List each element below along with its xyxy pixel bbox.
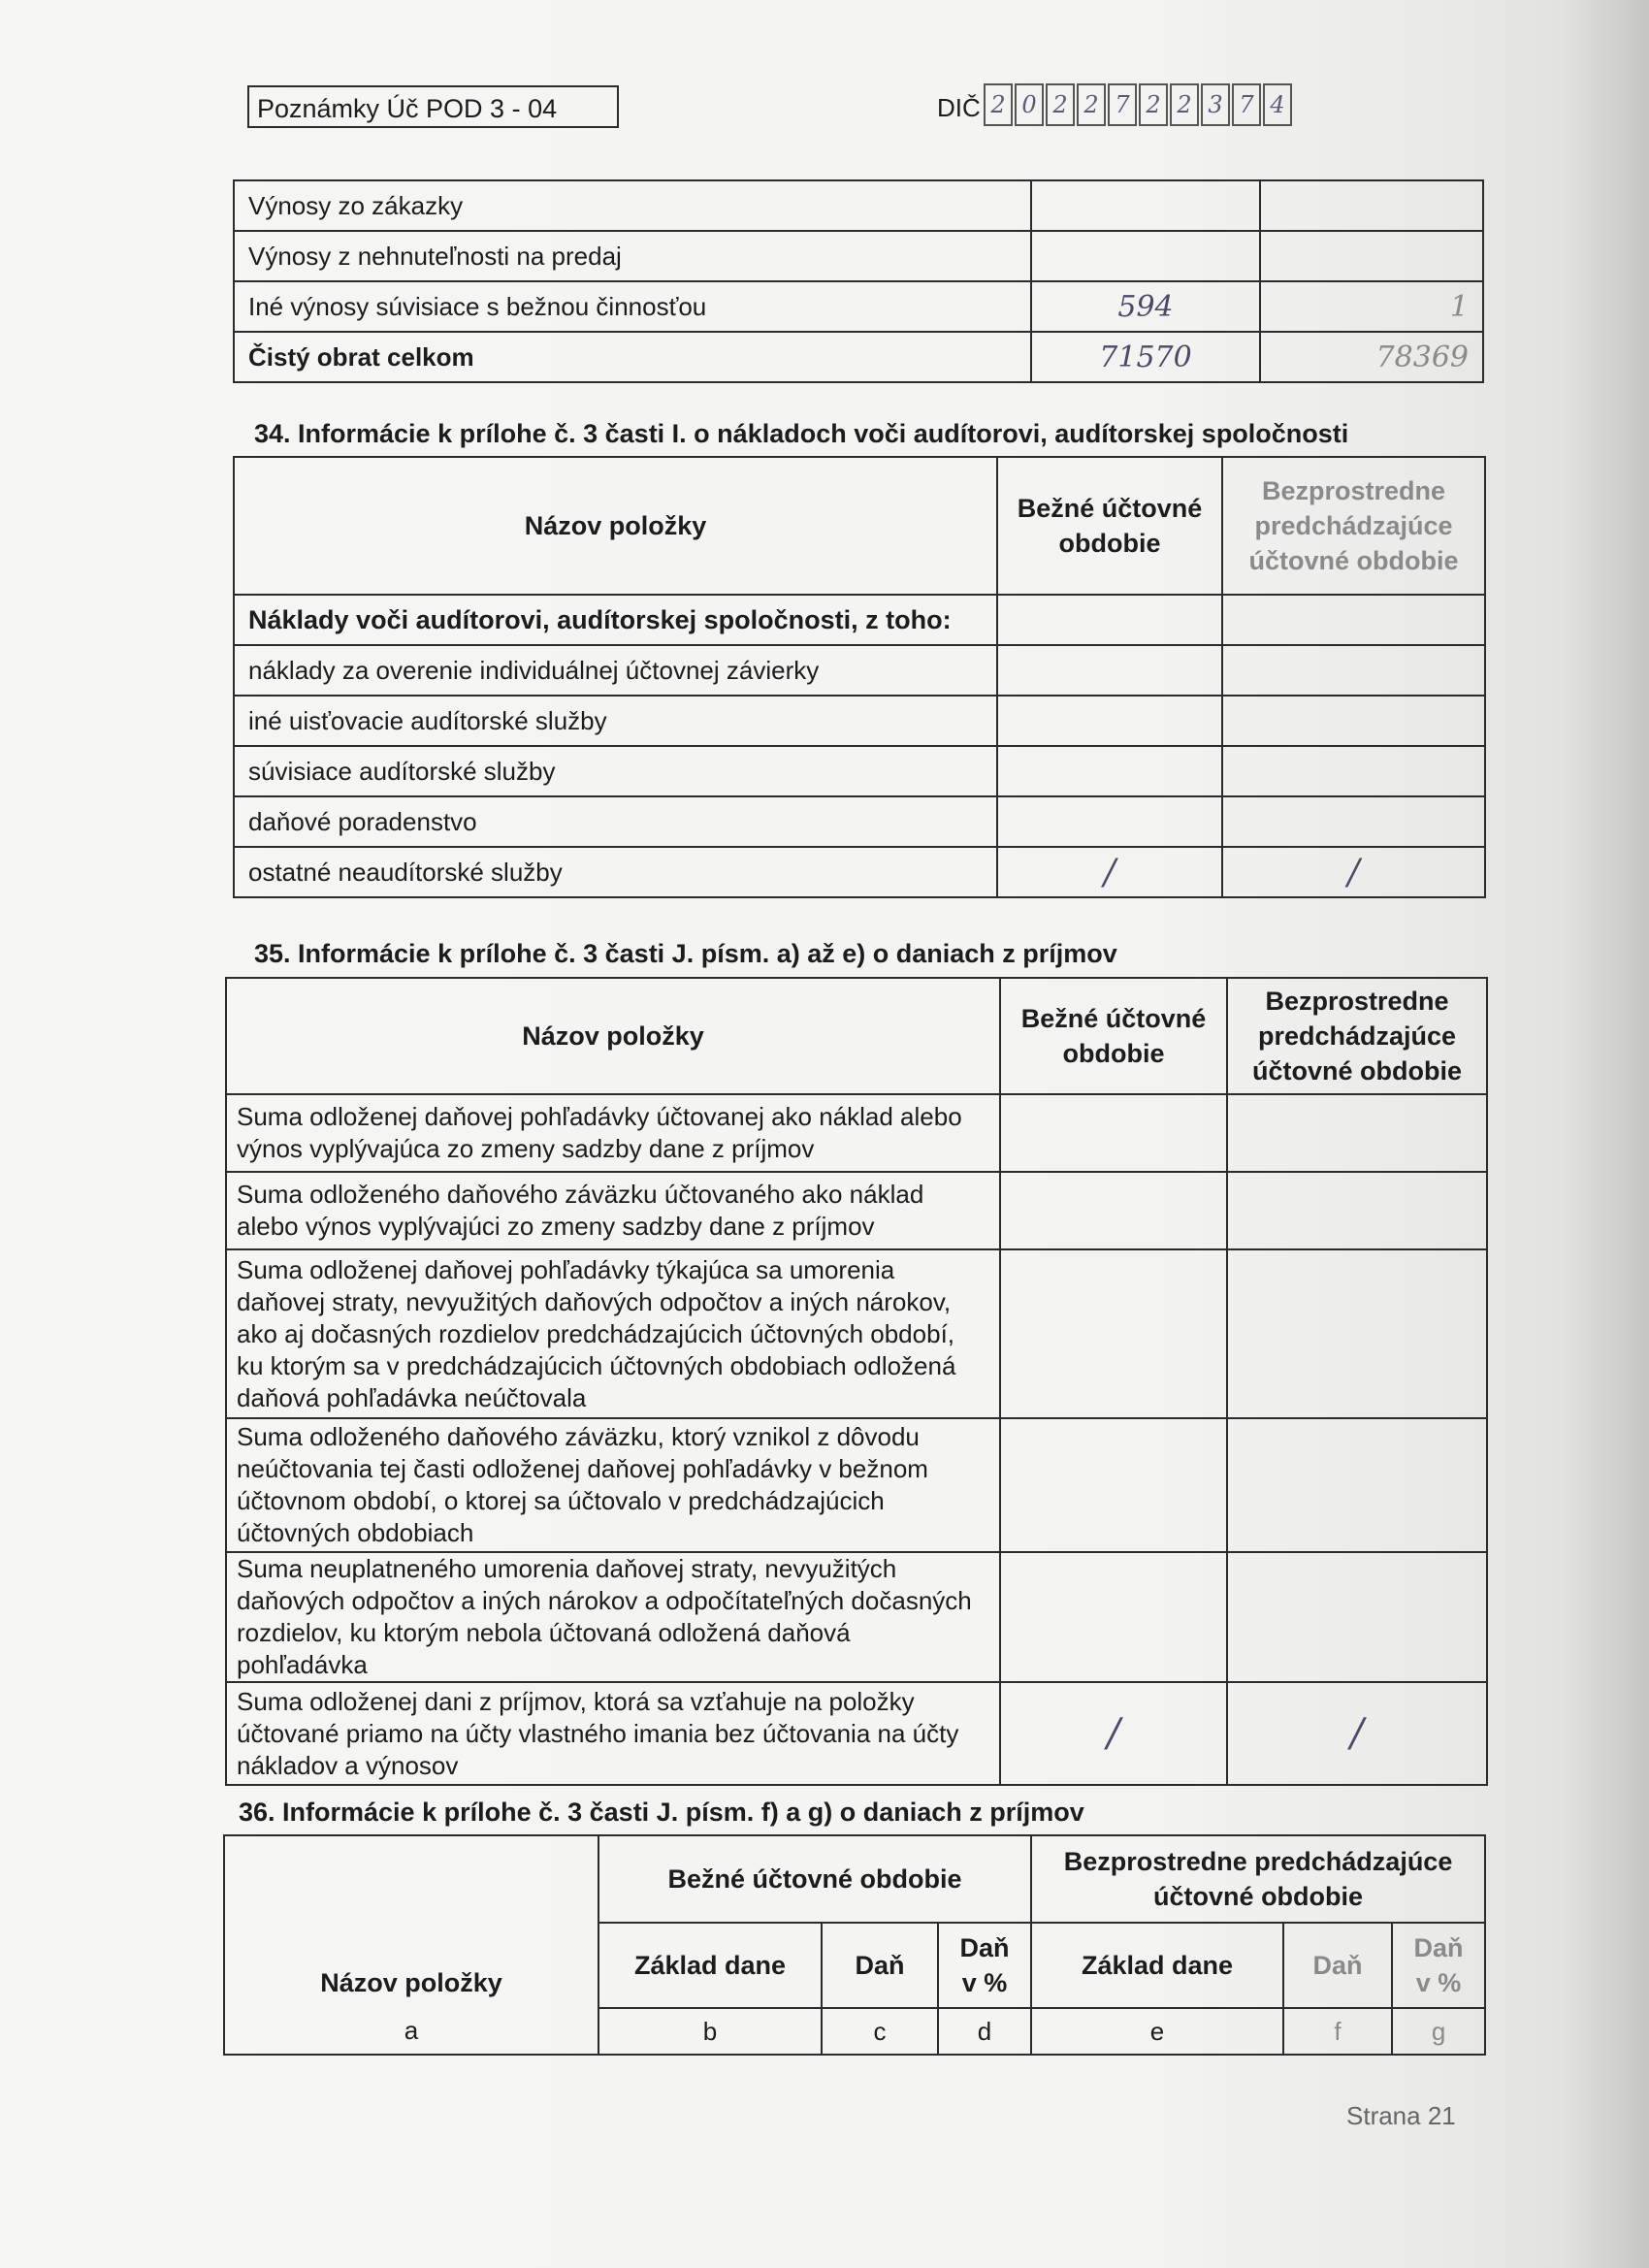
table-row: [226, 1552, 1487, 1682]
column-header-tax-previous: Daň: [1283, 1923, 1392, 2008]
previous-value: 1: [1260, 281, 1483, 332]
column-header-pct-previous: Daň v %: [1392, 1923, 1485, 2008]
dic-field: [984, 83, 1294, 126]
tax-base-table: [223, 1834, 1486, 2056]
previous-value: [1260, 231, 1483, 281]
table-header-row: [226, 978, 1487, 1094]
dic-digit-box: 7: [1108, 83, 1137, 126]
current-value: [1000, 1552, 1227, 1682]
table-row: [234, 847, 1485, 897]
row-label: Náklady voči audítorovi, audítorskej spoločnosti, z toho:: [234, 595, 997, 645]
previous-value: [1222, 696, 1485, 746]
current-value: [997, 595, 1222, 645]
current-value: [997, 796, 1222, 847]
note-form-label: Poznámky Úč POD 3 - 04: [247, 85, 619, 128]
previous-value-mark: /: [1222, 847, 1485, 897]
previous-value: [1260, 180, 1483, 231]
column-header-base-current: Základ dane: [598, 1923, 822, 2008]
column-letter: e: [1031, 2008, 1283, 2055]
dic-digit-box: 7: [1232, 83, 1261, 126]
column-letter: a: [224, 2008, 598, 2055]
scan-edge-shadow: [1562, 0, 1649, 2268]
auditor-costs-table: [233, 456, 1486, 898]
row-label: Suma odloženého daňového záväzku, ktorý vznikol z dôvodu neúčtovania tej časti odloženej daňovej pohľadávky v bežnom účtovnom období, o ktorej sa účtovalo v predchádzajúcich účtovných obdobiach: [226, 1418, 1000, 1552]
column-letters-row: [224, 2008, 1485, 2055]
current-value: 594: [1031, 281, 1260, 332]
row-label: náklady za overenie individuálnej účtovnej závierky: [234, 645, 997, 696]
row-label: Iné výnosy súvisiace s bežnou činnosťou: [234, 281, 1031, 332]
section-35-title: 35. Informácie k prílohe č. 3 časti J. písm. a) až e) o daniach z príjmov: [254, 939, 1117, 968]
dic-digit-box: 0: [1015, 83, 1044, 126]
revenue-table: [233, 179, 1484, 383]
previous-value: [1222, 796, 1485, 847]
current-value: [997, 645, 1222, 696]
column-letter: b: [598, 2008, 822, 2055]
table-row: [226, 1682, 1487, 1785]
row-label: Čistý obrat celkom: [234, 332, 1031, 382]
table-row: [234, 645, 1485, 696]
row-label: Suma odloženej dani z príjmov, ktorá sa vzťahuje na položky účtované priamo na účty vlastného imania bez účtovania na účty nákladov a výnosov: [226, 1682, 1000, 1785]
current-value: [1031, 231, 1260, 281]
previous-value: [1222, 595, 1485, 645]
previous-value: [1227, 1552, 1487, 1682]
column-header-name: Názov položky: [234, 457, 997, 595]
table-row: [226, 1172, 1487, 1249]
dic-digit-box: 2: [1077, 83, 1106, 126]
previous-value: [1222, 645, 1485, 696]
table-header-row: [224, 1835, 1485, 1923]
row-label: ostatné neaudítorské služby: [234, 847, 997, 897]
dic-label: DIČ: [937, 93, 981, 122]
section-36-title: 36. Informácie k prílohe č. 3 časti J. písm. f) a g) o daniach z príjmov: [239, 1798, 1084, 1827]
current-value: [1031, 180, 1260, 231]
current-value: [1000, 1094, 1227, 1172]
column-header-name: Názov položky: [226, 978, 1000, 1094]
row-label: Suma odloženej daňovej pohľadávky účtovanej ako náklad alebo výnos vyplývajúca zo zmeny sadzby dane z príjmov: [226, 1094, 1000, 1172]
row-label: Suma odloženého daňového záväzku účtovaného ako náklad alebo výnos vyplývajúci zo zmeny sadzby dane z príjmov: [226, 1172, 1000, 1249]
table-row: [234, 180, 1483, 231]
previous-value: 78369: [1260, 332, 1483, 382]
previous-value: [1227, 1418, 1487, 1552]
income-tax-table: [225, 977, 1488, 1786]
column-header-pct-current: Daň v %: [938, 1923, 1031, 2008]
dic-digit-box: 2: [1170, 83, 1199, 126]
row-label: Suma neuplatneného umorenia daňovej straty, nevyužitých daňových odpočtov a iných nárokov a odpočítateľných dočasných rozdielov, ku ktorým nebola účtovaná odložená daňová pohľadávka: [226, 1552, 1000, 1682]
section-34-title: 34. Informácie k prílohe č. 3 časti I. o nákladoch voči audítorovi, audítorskej spoločnosti: [254, 419, 1349, 448]
current-value-mark: /: [1000, 1682, 1227, 1785]
column-letter: c: [822, 2008, 938, 2055]
table-row: [234, 281, 1483, 332]
table-row: [234, 796, 1485, 847]
column-letter: d: [938, 2008, 1031, 2055]
table-row: [234, 746, 1485, 796]
dic-digit-box: 2: [1046, 83, 1075, 126]
current-value: [997, 746, 1222, 796]
column-header-current: Bežné účtovné obdobie: [997, 457, 1222, 595]
current-value: [1000, 1172, 1227, 1249]
dic-digit-box: 4: [1263, 83, 1292, 126]
table-row: [226, 1418, 1487, 1552]
table-row: [234, 696, 1485, 746]
row-label: Výnosy zo zákazky: [234, 180, 1031, 231]
table-header-row: [234, 457, 1485, 595]
column-header-name: Názov položky: [224, 1835, 598, 2008]
previous-value-mark: /: [1227, 1682, 1487, 1785]
table-row: [226, 1094, 1487, 1172]
column-header-previous: Bezprostredne predchádzajúce účtovné obdobie: [1227, 978, 1487, 1094]
column-letter: f: [1283, 2008, 1392, 2055]
column-header-base-previous: Základ dane: [1031, 1923, 1283, 2008]
previous-value: [1227, 1172, 1487, 1249]
column-header-tax-current: Daň: [822, 1923, 938, 2008]
previous-value: [1227, 1249, 1487, 1418]
column-group-previous: Bezprostredne predchádzajúce účtovné obdobie: [1031, 1835, 1485, 1923]
dic-digit-box: 3: [1201, 83, 1230, 126]
dic-digit-box: 2: [1139, 83, 1168, 126]
column-letter: g: [1392, 2008, 1485, 2055]
current-value: [997, 696, 1222, 746]
column-header-previous: Bezprostredne predchádzajúce účtovné obdobie: [1222, 457, 1485, 595]
table-row: [234, 595, 1485, 645]
row-label: iné uisťovacie audítorské služby: [234, 696, 997, 746]
table-row: [234, 332, 1483, 382]
row-label: daňové poradenstvo: [234, 796, 997, 847]
dic-digit-box: 2: [984, 83, 1013, 126]
column-group-current: Bežné účtovné obdobie: [598, 1835, 1031, 1923]
table-row: [234, 231, 1483, 281]
current-value: 71570: [1031, 332, 1260, 382]
row-label: Suma odloženej daňovej pohľadávky týkajúca sa umorenia daňovej straty, nevyužitých daňových odpočtov a iných nárokov, ako aj dočasných rozdielov predchádzajúcich účtovných období, ku ktorým sa v predchádzajúcich účtovných obdobiach odložená daňová pohľadávka neúčtovala: [226, 1249, 1000, 1418]
row-label: súvisiace audítorské služby: [234, 746, 997, 796]
current-value: [1000, 1418, 1227, 1552]
page-number: Strana 21: [1346, 2101, 1456, 2130]
previous-value: [1222, 746, 1485, 796]
row-label: Výnosy z nehnuteľnosti na predaj: [234, 231, 1031, 281]
table-row: [226, 1249, 1487, 1418]
column-header-current: Bežné účtovné obdobie: [1000, 978, 1227, 1094]
current-value: [1000, 1249, 1227, 1418]
current-value-mark: /: [997, 847, 1222, 897]
previous-value: [1227, 1094, 1487, 1172]
